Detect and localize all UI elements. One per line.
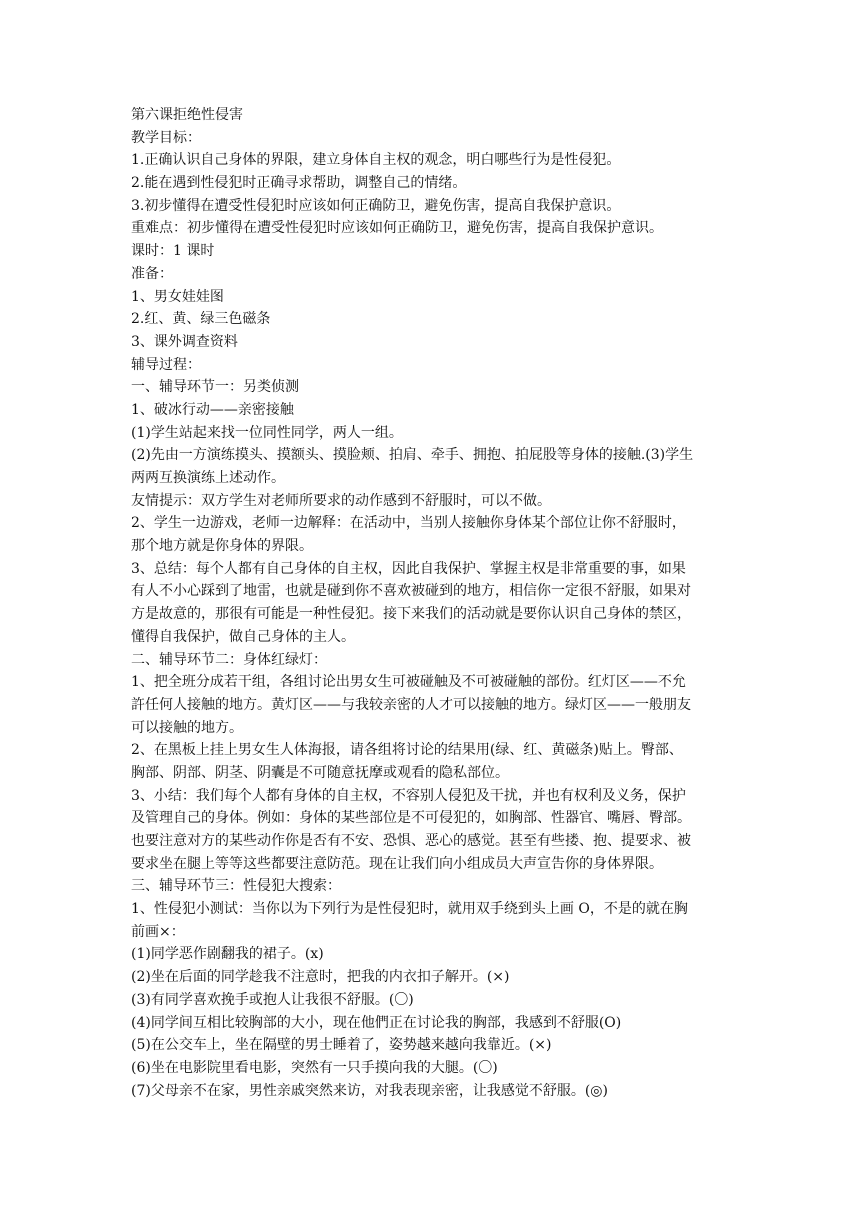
text-line: 也要注意对方的某些动作你是否有不安、恐惧、恶心的感觉。甚至有些搂、抱、提要求、被 <box>131 833 691 849</box>
text-line: 方是故意的，那很有可能是一种性侵犯。接下来我们的活动就是要你认识自己身体的禁区， <box>131 606 691 623</box>
text-line: 前画×： <box>131 923 185 940</box>
text-line: 那个地方就是你身体的界限。 <box>131 538 313 555</box>
text-line: 有人不小心踩到了地雷，也就是碰到你不喜欢被碰到的地方，相信你一定很不舒服，如果对 <box>131 583 691 600</box>
quiz-item: (2)坐在后面的同学趁我不注意时，把我的内衣扣子解开。(×) <box>131 969 510 986</box>
text-line: 两两互换演练上述动作。 <box>131 470 285 486</box>
quiz-item: (6)坐在电影院里看电影，突然有一只手摸向我的大腿。(〇) <box>131 1059 498 1076</box>
text-line: 3、小结：我们每个人都有身体的自主权，不容别人侵犯及干扰，并也有权利及义务，保护 <box>131 787 686 804</box>
text-line: 及管理自己的身体。例如：身体的某些部位是不可侵犯的，如胸部、性器官、嘴唇、臀部。 <box>131 810 691 827</box>
quiz-item: (4)同学间互相比较胸部的大小，现在他們正在讨论我的胸部，我感到不舒服(O) <box>131 1014 622 1031</box>
text-line: 胸部、阴部、阴茎、阴囊是不可随意抚摩或观看的隐私部位。 <box>131 764 509 781</box>
section-heading-objectives: 教学目标： <box>131 129 201 146</box>
quiz-item: (3)有同学喜欢挽手或抱人让我很不舒服。(〇) <box>131 991 414 1008</box>
text-line: 1、破冰行动——亲密接触 <box>131 401 294 418</box>
text-line: (1)学生站起来找一位同性同学，两人一组。 <box>131 424 403 441</box>
text-line: 1、性侵犯小测试：当你以为下列行为是性侵犯时，就用双手绕到头上画 O，不是的就在胸 <box>131 901 688 918</box>
text-line: 1.正确认识自己身体的界限，建立身体自主权的观念，明白哪些行为是性侵犯。 <box>131 152 621 169</box>
text-line: 友情提示：双方学生对老师所要求的动作感到不舒服时，可以不做。 <box>131 492 551 509</box>
section-heading-part-two: 二、辅导环节二：身体红绿灯： <box>131 651 327 668</box>
quiz-item: (7)父母亲不在家，男性亲戚突然来访，对我表现亲密，让我感觉不舒服。(◎) <box>131 1082 608 1099</box>
section-heading-process: 辅导过程： <box>131 356 201 373</box>
quiz-item: (1)同学恶作剧翻我的裙子。(x) <box>131 946 324 963</box>
section-heading-part-three: 三、辅导环节三：性侵犯大搜索： <box>131 878 341 895</box>
text-line: 重难点：初步懂得在遭受性侵犯时应该如何正确防卫，避免伤害，提高自我保护意识。 <box>131 220 663 237</box>
text-line: 2、在黑板上挂上男女生人体海报，请各组将讨论的结果用(绿、红、黄磁条)贴上。臀部、 <box>131 742 683 759</box>
text-line: (2)先由一方演练摸头、摸额头、摸脸颊、拍肩、牵手、拥抱、拍屁股等身体的接触.(3)学生 <box>131 447 694 464</box>
text-line: 2.能在遇到性侵犯时正确寻求帮助，调整自己的情绪。 <box>131 175 467 192</box>
quiz-item: (5)在公交车上，坐在隔壁的男士睡着了，姿势越来越向我靠近。(×) <box>131 1037 552 1054</box>
text-line: 要求坐在腿上等等这些都要注意防范。现在让我们向小组成员大声宣告你的身体界限。 <box>131 855 663 872</box>
text-line: 2.红、黄、绿三色磁条 <box>131 311 271 328</box>
document-title: 第六课拒绝性侵害 <box>131 107 243 123</box>
text-line: 2、学生一边游戏，老师一边解释：在活动中，当别人接触你身体某个部位让你不舒服时， <box>131 515 686 532</box>
text-line: 课时：1 课时 <box>131 243 215 260</box>
section-heading-preparation: 准备： <box>131 265 173 282</box>
document-page <box>131 104 731 1102</box>
text-line: 3.初步懂得在遭受性侵犯时应该如何正确防卫，避免伤害，提高自我保护意识。 <box>131 197 621 214</box>
text-line: 可以接触的地方。 <box>131 719 243 736</box>
text-line: 3、总结：每个人都有自己身体的自主权，因此自我保护、掌握主权是非常重要的事，如果 <box>131 560 686 577</box>
text-line: 1、男女娃娃图 <box>131 288 224 305</box>
text-line: 許任何人接触的地方。黄灯区——与我较亲密的人才可以接触的地方。绿灯区——一般朋友 <box>131 696 691 713</box>
section-heading-part-one: 一、辅导环节一：另类侦测 <box>131 379 299 396</box>
text-line: 懂得自我保护，做自己身体的主人。 <box>131 628 355 645</box>
text-line: 3、课外调查资料 <box>131 333 238 350</box>
text-line: 1、把全班分成若干组，各组讨论出男女生可被碰触及不可被碰触的部份。红灯区——不允 <box>131 674 686 691</box>
